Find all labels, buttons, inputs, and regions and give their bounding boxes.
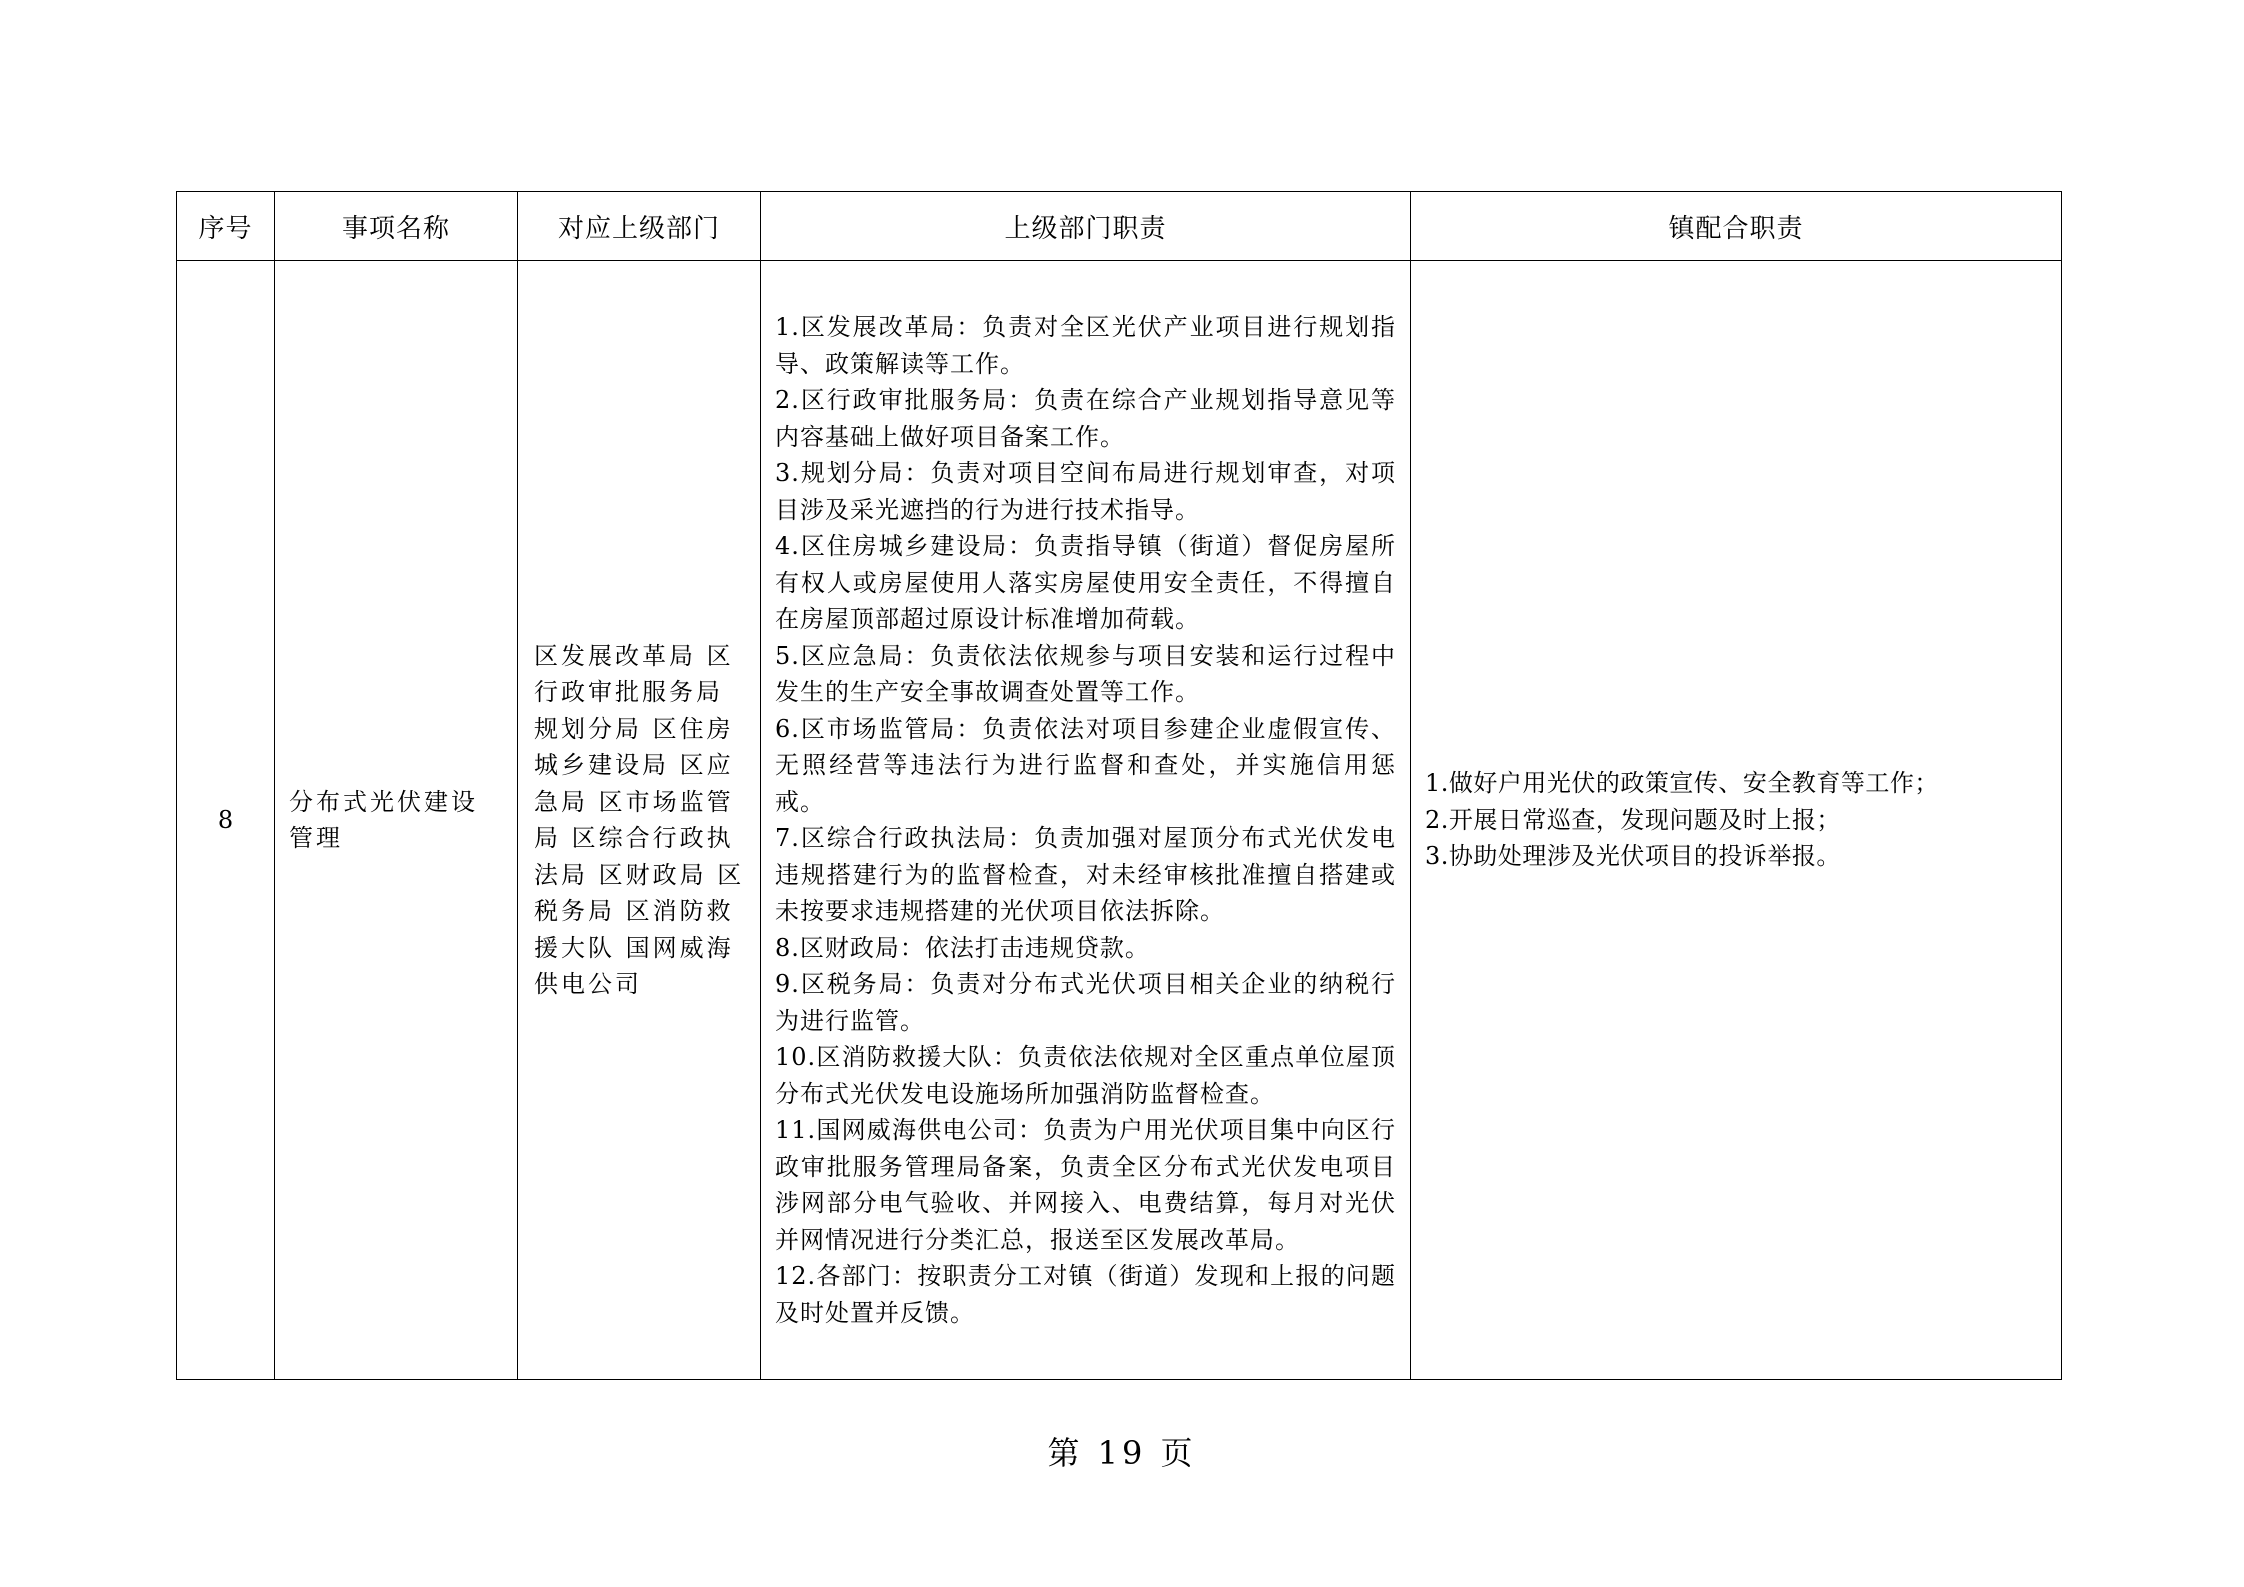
header-superior-department: 对应上级部门	[518, 192, 761, 261]
page-number: 第 19 页	[1047, 1434, 1197, 1472]
table-header-row	[177, 192, 2062, 261]
duty-item: 8.区财政局：依法打击违规贷款。	[775, 933, 1150, 962]
duty-item: 4.区住房城乡建设局：负责指导镇（街道）督促房屋所有权人或房屋使用人落实房屋使用安全责任，不得擅自在房屋顶部超过原设计标准增加荷载。	[775, 532, 1396, 633]
cell-superior-duties	[761, 261, 1411, 1380]
header-superior-duties: 上级部门职责	[761, 192, 1411, 261]
header-town-duties: 镇配合职责	[1411, 192, 2062, 261]
duty-item: 11.国网威海供电公司：负责为户用光伏项目集中向区行政审批服务管理局备案，负责全区分布式光伏发电项目涉网部分电气验收、并网接入、电费结算，每月对光伏并网情况进行分类汇总，报送至区发展改革局。	[775, 1116, 1396, 1254]
cell-item-name: 分布式光伏建设管理	[275, 261, 518, 1380]
duty-item: 7.区综合行政执法局：负责加强对屋顶分布式光伏发电违规搭建行为的监督检查，对未经审核批准擅自搭建或未按要求违规搭建的光伏项目依法拆除。	[775, 824, 1396, 925]
duty-item: 6.区市场监管局：负责依法对项目参建企业虚假宣传、无照经营等违法行为进行监督和查处，并实施信用惩戒。	[775, 714, 1396, 816]
duty-item: 9.区税务局：负责对分布式光伏项目相关企业的纳税行为进行监管。	[775, 970, 1396, 1035]
duty-item: 1.区发展改革局：负责对全区光伏产业项目进行规划指导、政策解读等工作。	[775, 313, 1396, 378]
town-duty-item: 1.做好户用光伏的政策宣传、安全教育等工作；	[1425, 769, 1939, 798]
duty-item: 2.区行政审批服务局：负责在综合产业规划指导意见等内容基础上做好项目备案工作。	[775, 386, 1396, 451]
cell-superior-department: 区发展改革局 区行政审批服务局 规划分局 区住房城乡建设局 区应急局 区市场监管局 区综合行政执法局 区财政局 区税务局 区消防救援大队 国网威海供电公司	[518, 261, 761, 1380]
town-duty-item: 3.协助处理涉及光伏项目的投诉举报。	[1425, 842, 1841, 871]
duty-item: 3.规划分局：负责对项目空间布局进行规划审查，对项目涉及采光遮挡的行为进行技术指导。	[775, 459, 1396, 524]
header-item-name: 事项名称	[275, 192, 518, 261]
town-duty-item: 2.开展日常巡查，发现问题及时上报；	[1425, 805, 1841, 834]
duty-item: 10.区消防救援大队：负责依法依规对全区重点单位屋顶分布式光伏发电设施场所加强消防监督检查。	[775, 1043, 1396, 1108]
header-serial-number: 序号	[177, 192, 275, 261]
duty-item: 12.各部门：按职责分工对镇（街道）发现和上报的问题及时处置并反馈。	[775, 1262, 1396, 1327]
table-row	[177, 261, 2062, 1380]
cell-town-duties	[1411, 261, 2062, 1380]
duty-item: 5.区应急局：负责依法依规参与项目安装和运行过程中发生的生产安全事故调查处置等工作。	[775, 641, 1396, 706]
cell-serial-number: 8	[177, 261, 275, 1380]
responsibility-table	[176, 191, 2062, 1380]
